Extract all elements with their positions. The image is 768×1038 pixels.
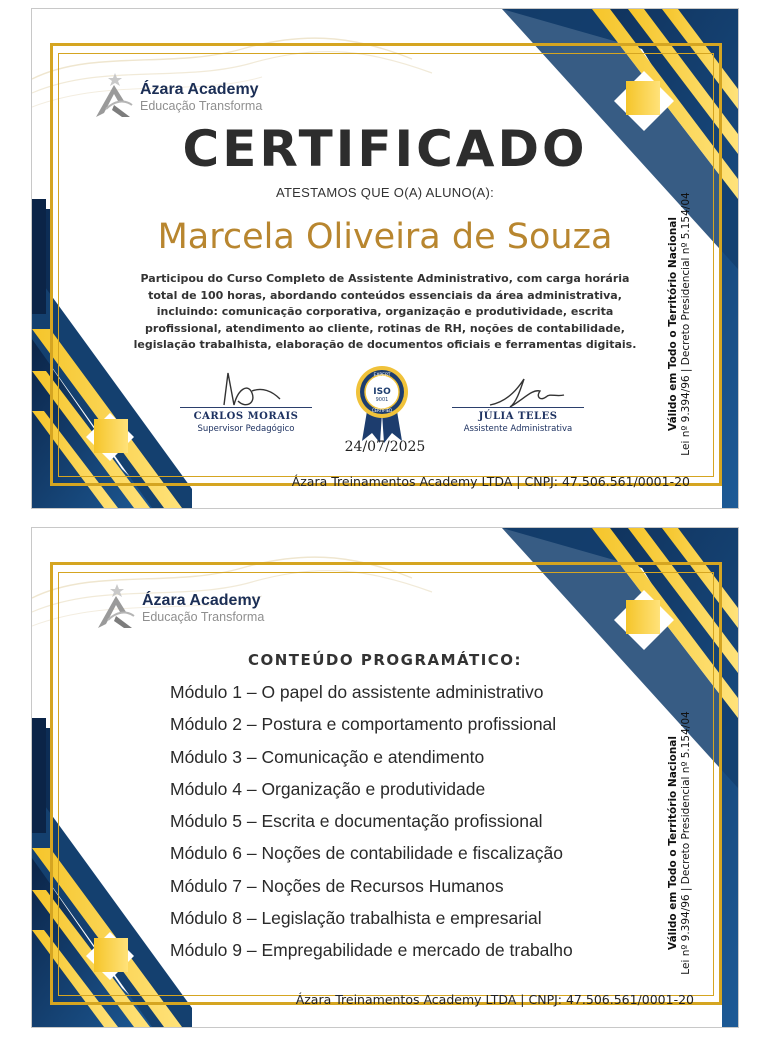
attest-text: ATESTAMOS QUE O(A) ALUNO(A):: [275, 185, 495, 200]
signature-name: CARLOS MORAIS: [193, 411, 299, 422]
seal-top-text: EXPERT: [373, 373, 391, 378]
signature-name: JÚLIA TELES: [478, 411, 558, 422]
module-item: Módulo 4 – Organização e produtividade: [170, 778, 486, 799]
footer-company: Ázara Treinamentos Academy LTDA | CNPJ: 47.506.561/0001-20: [295, 992, 694, 1007]
validity-line-1: Válido em Todo o Território Nacional: [667, 736, 679, 950]
course-description: Participou do Curso Completo de Assistente Administrativo, com carga horária total de 100 horas, abordando conteúdos essenciais da área administrativa, incluindo: comunicação corporativa, organização e produtividade, escrita profissional, atendimento ao cliente, rotinas de RH, noções de contabilidade, legislação trabalhista, elaboração de documentos oficiais e ferramentas digitais.: [133, 272, 637, 351]
module-item: Módulo 1 – O papel do assistente administrativo: [170, 682, 544, 702]
academy-logo-icon: [92, 71, 138, 121]
module-item: Módulo 9 – Empregabilidade e mercado de trabalho: [170, 940, 573, 961]
logo-tagline: Educação Transforma: [140, 99, 263, 113]
seal-number-text: 9001: [375, 397, 389, 403]
academy-logo-icon: [94, 582, 140, 632]
signature-role: Assistente Administrativa: [463, 424, 573, 434]
signature-scribble-julia: [480, 375, 580, 411]
signature-carlos: [180, 407, 312, 434]
program-page: [32, 528, 738, 1027]
signature-line: [452, 407, 584, 408]
program-title: CONTEÚDO PROGRAMÁTICO:: [247, 651, 523, 669]
module-item: Módulo 7 – Noções de Recursos Humanos: [170, 875, 504, 896]
signature-line: [180, 407, 312, 408]
signature-role: Supervisor Pedagógico: [197, 424, 295, 434]
certificate-page: [32, 9, 738, 508]
logo-name: Ázara Academy: [140, 81, 259, 98]
module-item: Módulo 3 – Comunicação e atendimento: [170, 746, 485, 767]
module-item: Módulo 2 – Postura e comportamento profissional: [170, 714, 557, 735]
module-item: Módulo 6 – Noções de contabilidade e fiscalização: [170, 843, 564, 864]
iso-seal-icon: [354, 365, 410, 443]
validity-line-1: Válido em Todo o Território Nacional: [667, 217, 679, 431]
issue-date: 24/07/2025: [344, 439, 426, 455]
academy-logo: [94, 582, 264, 632]
validity-line-2: Lei nº 9.394/96 | Decreto Presidencial nº 5.154/04: [680, 192, 692, 456]
module-item: Módulo 8 – Legislação trabalhista e empresarial: [170, 908, 542, 929]
footer-company: Ázara Treinamentos Academy LTDA | CNPJ: 47.506.561/0001-20: [291, 474, 690, 489]
seal-bottom-text: CERTIFIED: [371, 408, 393, 413]
signature-julia: [452, 407, 584, 434]
seal-center-text: ISO: [373, 387, 391, 397]
academy-logo: [92, 71, 262, 121]
signature-scribble-carlos: [208, 369, 288, 409]
validity-line-2: Lei nº 9.394/96 | Decreto Presidencial nº 5.154/04: [680, 711, 692, 975]
logo-name: Ázara Academy: [142, 592, 261, 609]
certificate-title: CERTIFICADO: [182, 120, 588, 178]
logo-tagline: Educação Transforma: [142, 610, 265, 624]
student-name: Marcela Oliveira de Souza: [157, 217, 613, 257]
module-item: Módulo 5 – Escrita e documentação profissional: [170, 811, 543, 832]
module-list: [170, 676, 573, 967]
